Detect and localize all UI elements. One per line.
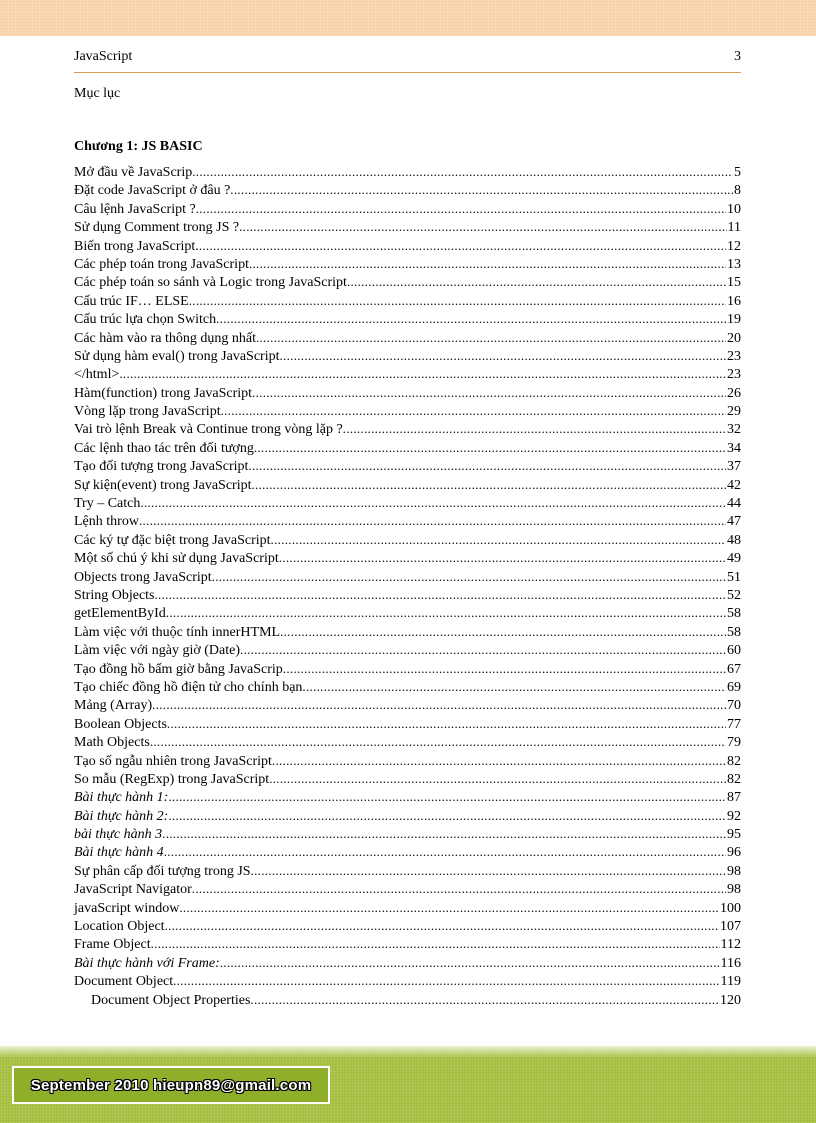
dot-leader [280, 347, 727, 365]
toc-entry-page: 29 [727, 404, 741, 420]
toc-entry-page: 12 [727, 238, 741, 254]
toc-entry[interactable] [74, 696, 741, 714]
toc-entry-page: 44 [727, 496, 741, 512]
toc-entry-title: Objects trong JavaScript [74, 569, 212, 585]
toc-entry-title: Mảng (Array) [74, 698, 153, 714]
toc-entry-title: Tạo số ngẫu nhiên trong JavaScript [74, 753, 272, 769]
toc-entry-page: 82 [727, 771, 741, 787]
dot-leader [252, 384, 726, 402]
dot-leader [189, 292, 726, 310]
toc-entry-title: Hàm(function) trong JavaScript [74, 385, 253, 401]
toc-entry-page: 49 [727, 551, 741, 567]
toc-entry-title: Vai trò lệnh Break và Continue trong vòng lặp ? [74, 422, 343, 438]
toc-entry-title: Sự kiện(event) trong JavaScript [74, 477, 252, 493]
toc-entry-title: Mở đầu về JavaScrip [74, 165, 193, 180]
toc-entry-title: getElementById [74, 606, 166, 622]
toc-entry-title: Math Objects [74, 735, 150, 751]
dot-leader [256, 329, 726, 347]
toc-entry-title: Cấu trúc IF… ELSE [74, 293, 189, 309]
toc-entry-page: 10 [727, 201, 741, 217]
toc-entry-title: Document Object Properties [91, 992, 251, 1008]
dot-leader [166, 604, 726, 622]
toc-entry-title: Các phép toán so sánh và Logic trong JavaScript [74, 275, 347, 291]
toc-entry-page: 70 [727, 698, 741, 714]
toc-entry[interactable] [74, 218, 741, 236]
toc-entry-title: Sử dụng Comment trong JS ? [74, 220, 240, 236]
toc-entry-title: Làm việc với ngày giờ (Date) [74, 643, 241, 659]
toc-entry[interactable] [74, 402, 741, 420]
toc-entry-title: Tạo đồng hồ bấm giờ bằng JavaScrip [74, 661, 283, 677]
toc-entry-page: 23 [727, 348, 741, 364]
footer-label: September 2010 hieupn89@gmail.com [12, 1066, 330, 1104]
toc-entry-page: 98 [727, 882, 741, 898]
toc-entry[interactable] [74, 991, 741, 1009]
dot-leader [179, 899, 719, 917]
toc-entry-page: 19 [727, 312, 741, 328]
dot-leader [139, 512, 726, 530]
toc-entry[interactable] [74, 255, 741, 273]
toc-entry[interactable] [74, 292, 741, 310]
toc-entry[interactable] [74, 678, 741, 696]
dot-leader [216, 310, 726, 328]
dot-leader [230, 181, 733, 199]
dot-leader [248, 457, 726, 475]
dot-leader [151, 935, 720, 953]
dot-leader [251, 862, 726, 880]
toc-entry[interactable] [74, 733, 741, 751]
toc-entry-page: 107 [720, 919, 741, 935]
toc-entry-page: 52 [727, 587, 741, 603]
dot-leader [165, 917, 719, 935]
dot-leader [192, 880, 726, 898]
dot-leader [347, 273, 726, 291]
toc-entry[interactable] [74, 365, 741, 383]
toc-entry[interactable] [74, 549, 741, 567]
toc-entry[interactable] [74, 457, 741, 475]
toc-entry-page: 42 [727, 477, 741, 493]
table-of-contents [74, 163, 741, 1009]
toc-entry-title: Sự phân cấp đối tượng trong JS [74, 863, 251, 879]
toc-entry[interactable] [74, 310, 741, 328]
toc-entry-title: Bài thực hành với Frame: [74, 955, 220, 971]
toc-entry-page: 34 [727, 440, 741, 456]
toc-entry-page: 79 [727, 735, 741, 751]
dot-leader [272, 752, 726, 770]
dot-leader [254, 439, 726, 457]
toc-heading: Mục lục [74, 86, 121, 101]
toc-entry-page: 100 [720, 900, 741, 916]
dot-leader [164, 843, 726, 861]
toc-entry-title: Bài thực hành 4 [74, 845, 164, 861]
toc-entry-title: Sử dụng hàm eval() trong JavaScript [74, 348, 280, 364]
toc-entry-page: 16 [727, 293, 741, 309]
toc-entry[interactable] [74, 954, 741, 972]
toc-entry-page: 32 [727, 422, 741, 438]
toc-entry-page: 48 [727, 532, 741, 548]
toc-entry[interactable] [74, 623, 741, 641]
toc-entry[interactable] [74, 476, 741, 494]
dot-leader [168, 807, 726, 825]
dot-leader [249, 255, 726, 273]
dot-leader [283, 660, 726, 678]
toc-entry-page: 51 [727, 569, 741, 585]
toc-entry-page: 92 [727, 808, 741, 824]
toc-entry[interactable] [74, 347, 741, 365]
toc-entry-page: 116 [720, 955, 741, 971]
toc-entry-title: Một số chú ý khi sử dụng JavaScript [74, 551, 279, 567]
toc-entry-title: Các hàm vào ra thông dụng nhất [74, 330, 256, 346]
toc-entry-page: 120 [720, 992, 741, 1008]
dot-leader [162, 825, 726, 843]
toc-entry-title: Bài thực hành 2: [74, 808, 169, 824]
toc-entry-title: Các phép toán trong JavaScript [74, 256, 249, 272]
dot-leader [155, 586, 727, 604]
dot-leader [250, 991, 719, 1009]
toc-entry-title: Biến trong JavaScript. [74, 238, 199, 254]
toc-entry-page: 58 [727, 624, 741, 640]
dot-leader [196, 200, 726, 218]
toc-entry-page: 82 [727, 753, 741, 769]
toc-entry[interactable] [74, 494, 741, 512]
dot-leader [173, 972, 719, 990]
toc-entry-title: String Objects [74, 587, 155, 603]
toc-entry-page: 58 [727, 606, 741, 622]
toc-entry[interactable] [74, 752, 741, 770]
dot-leader [343, 420, 726, 438]
bottom-band-fade [0, 1046, 816, 1058]
toc-entry[interactable] [74, 899, 741, 917]
toc-entry-page: 26 [727, 385, 741, 401]
toc-entry-title: </html> [74, 367, 120, 383]
toc-entry-title: Tạo đối tượng trong JavaScript [74, 459, 249, 475]
toc-entry-title: Vòng lặp trong JavaScript [74, 404, 221, 420]
toc-entry-title: Cấu trúc lựa chọn Switch [74, 312, 217, 328]
toc-entry-page: 20 [727, 330, 741, 346]
toc-entry-page: 98 [727, 863, 741, 879]
toc-entry[interactable] [74, 825, 741, 843]
dot-leader [140, 494, 726, 512]
toc-entry-title: Tạo chiếc đồng hồ điện tử cho chính bạn [74, 679, 303, 695]
toc-entry[interactable] [74, 917, 741, 935]
toc-entry[interactable] [74, 237, 741, 255]
dot-leader [221, 402, 726, 420]
toc-entry-page: 87 [727, 790, 741, 806]
dot-leader [269, 770, 726, 788]
dot-leader [240, 641, 726, 659]
dot-leader [199, 237, 726, 255]
toc-entry[interactable] [74, 807, 741, 825]
toc-entry-title: Boolean Objects [74, 716, 167, 732]
toc-entry[interactable] [74, 788, 741, 806]
toc-entry[interactable] [74, 420, 741, 438]
toc-entry-title: Các lệnh thao tác trên đối tượng [74, 440, 254, 456]
toc-entry-page: 112 [720, 937, 741, 953]
toc-entry-title: Document Object [74, 974, 174, 990]
dot-leader [271, 531, 726, 549]
toc-entry-page: 60 [727, 643, 741, 659]
toc-entry[interactable] [74, 935, 741, 953]
header-page-number: 3 [734, 49, 741, 64]
toc-entry-page: 8 [734, 183, 741, 199]
top-decorative-band [0, 0, 816, 36]
toc-entry-page: 15 [727, 275, 741, 291]
dot-leader [192, 163, 733, 181]
toc-entry[interactable] [74, 329, 741, 347]
toc-entry-title: Bài thực hành 1: [74, 790, 169, 806]
toc-entry-page: 69 [727, 679, 741, 695]
toc-entry-page: 5 [734, 165, 741, 180]
toc-entry[interactable] [74, 843, 741, 861]
header-title: JavaScript [74, 49, 133, 64]
toc-entry-title: Frame Object [74, 937, 151, 953]
toc-entry-title: Các ký tự đặc biệt trong JavaScript [74, 532, 271, 548]
chapter-title: Chương 1: JS BASIC [74, 139, 203, 154]
page-header [74, 48, 741, 73]
dot-leader [239, 218, 726, 236]
toc-entry-page: 119 [720, 974, 741, 990]
dot-leader [119, 365, 726, 383]
toc-entry[interactable] [74, 862, 741, 880]
toc-entry-title: Làm việc với thuộc tính innerHTML [74, 624, 281, 640]
toc-entry[interactable] [74, 181, 741, 199]
toc-entry-title: So mẫu (RegExp) trong JavaScript [74, 771, 270, 787]
toc-entry-title: Câu lệnh JavaScript ? [74, 201, 196, 217]
toc-entry[interactable] [74, 512, 741, 530]
toc-entry[interactable] [74, 880, 741, 898]
dot-leader [150, 733, 726, 751]
dot-leader [220, 954, 720, 972]
toc-entry-title: javaScript window [74, 900, 180, 916]
dot-leader [280, 623, 726, 641]
toc-entry[interactable] [74, 715, 741, 733]
toc-entry-title: Try – Catch [74, 496, 141, 512]
dot-leader [212, 568, 726, 586]
toc-entry-page: 47 [727, 514, 741, 530]
toc-entry-page: 11 [727, 220, 741, 236]
toc-entry[interactable] [74, 770, 741, 788]
toc-entry-title: JavaScript Navigator [74, 882, 192, 898]
toc-entry[interactable] [74, 200, 741, 218]
dot-leader [252, 476, 727, 494]
toc-entry-page: 13 [727, 256, 741, 272]
dot-leader [152, 696, 726, 714]
toc-entry-page: 67 [727, 661, 741, 677]
toc-entry-page: 95 [727, 827, 741, 843]
toc-entry[interactable] [74, 568, 741, 586]
dot-leader [168, 788, 726, 806]
dot-leader [279, 549, 726, 567]
toc-entry[interactable] [74, 273, 741, 291]
toc-entry[interactable] [74, 531, 741, 549]
toc-entry-page: 96 [727, 845, 741, 861]
toc-entry[interactable] [74, 641, 741, 659]
toc-entry-page: 77 [727, 716, 741, 732]
toc-entry-title: Đặt code JavaScript ở đâu ? [74, 183, 231, 199]
toc-entry[interactable] [74, 384, 741, 402]
toc-entry-page: 23 [727, 367, 741, 383]
toc-entry[interactable] [74, 163, 741, 181]
toc-entry[interactable] [74, 586, 741, 604]
dot-leader [167, 715, 726, 733]
dot-leader [302, 678, 726, 696]
toc-entry-page: 37 [727, 459, 741, 475]
toc-entry-title: Location Object [74, 919, 165, 935]
toc-entry[interactable] [74, 972, 741, 990]
toc-entry[interactable] [74, 660, 741, 678]
toc-entry-title: bài thực hành 3 [74, 827, 163, 843]
toc-entry-title: Lệnh throw [74, 514, 139, 530]
toc-entry[interactable] [74, 439, 741, 457]
toc-entry[interactable] [74, 604, 741, 622]
